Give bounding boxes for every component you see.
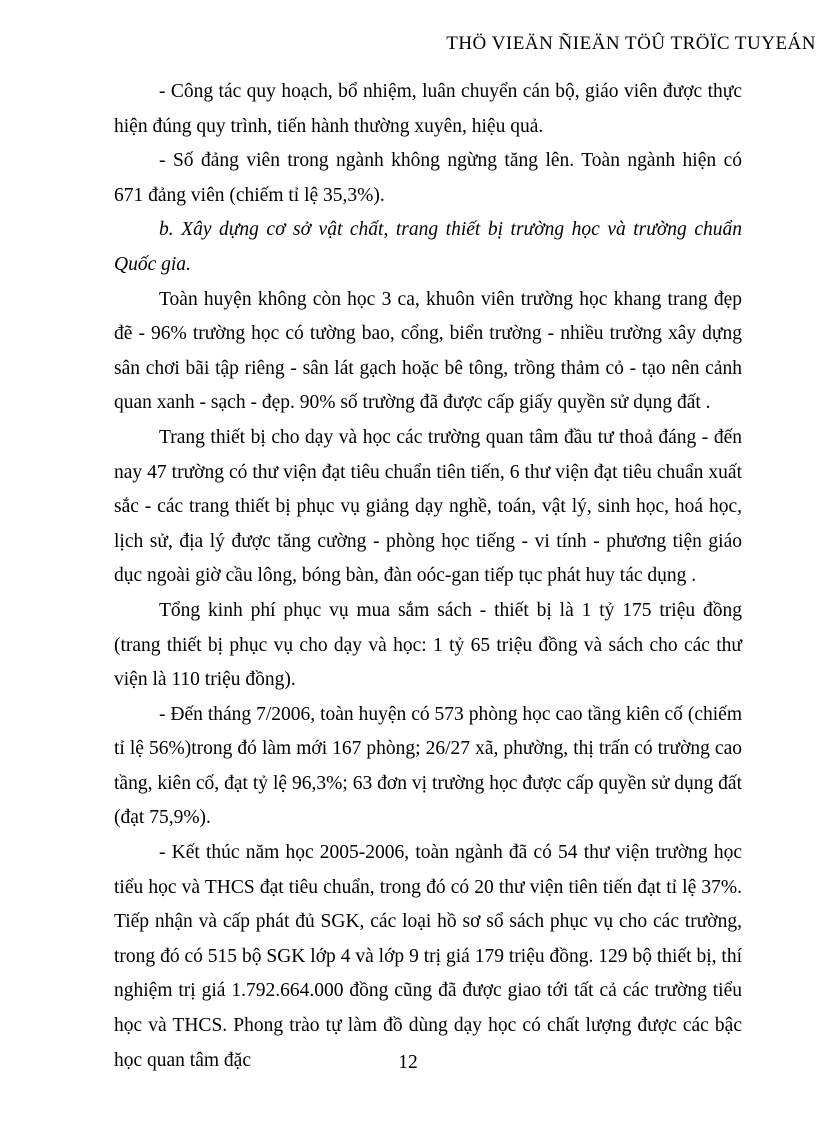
paragraph-party-members: - Số đảng viên trong ngành không ngừng tăng lên. Toàn ngành hiện có 671 đảng viên (chiếm tỉ lệ 35,3%).	[114, 150, 742, 206]
section-heading-facilities: b. Xây dựng cơ sở vật chất, trang thiết bị trường học và trường chuẩn Quốc gia.	[114, 219, 742, 275]
paragraph-classrooms: - Đến tháng 7/2006, toàn huyện có 573 phòng học cao tầng kiên cố (chiếm tỉ lệ 56%)trong đó làm mới 167 phòng; 26/27 xã, phường, thị trấn có trường cao tầng, kiên cố, đạt tỷ lệ 96,3%; 63 đơn vị trường học được cấp quyền sử dụng đất (đạt 75,9%).	[114, 703, 742, 829]
page-header: THÖ VIEÄN ÑIEÄN TÖÛ TRÖÏC TUYEÁN	[446, 33, 816, 54]
document-body	[114, 75, 742, 1078]
paragraph-funding: Tổng kinh phí phục vụ mua sắm sách - thiết bị là 1 tỷ 175 triệu đồng (trang thiết bị phục vụ cho dạy và học: 1 tỷ 65 triệu đồng và sách cho các thư viện là 110 triệu đồng).	[114, 599, 742, 691]
page-number: 12	[398, 1052, 418, 1073]
paragraph-libraries: - Kết thúc năm học 2005-2006, toàn ngành đã có 54 thư viện trường học tiểu học và THCS đạt tiêu chuẩn, trong đó có 20 thư viện tiên tiến đạt tỉ lệ 37%. Tiếp nhận và cấp phát đủ SGK, các loại hồ sơ sổ sách phục vụ cho các trường, trong đó có 515 bộ SGK lớp 4 và lớp 9 trị giá 179 triệu đồng. 129 bộ thiết bị, thí nghiệm trị giá 1.792.664.000 đồng cũng đã được giao tới tất cả các trường tiểu học và THCS. Phong trào tự làm đồ dùng dạy học có chất lượng được các bậc học quan tâm đặc	[114, 842, 742, 1071]
paragraph-cadre-planning: - Công tác quy hoạch, bổ nhiệm, luân chuyển cán bộ, giáo viên được thực hiện đúng quy trình, tiến hành thường xuyên, hiệu quả.	[114, 81, 742, 137]
paragraph-equipment: Trang thiết bị cho dạy và học các trường quan tâm đầu tư thoả đáng - đến nay 47 trường có thư viện đạt tiêu chuẩn tiên tiến, 6 thư viện đạt tiêu chuẩn xuất sắc - các trang thiết bị phục vụ giảng dạy nghề, toán, vật lý, sinh học, hoá học, lịch sử, địa lý được tăng cường - phòng học tiếng - vi tính - phương tiện giáo dục ngoài giờ cầu lông, bóng bàn, đàn oóc-gan tiếp tục phát huy tác dụng .	[114, 426, 742, 587]
paragraph-campus: Toàn huyện không còn học 3 ca, khuôn viên trường học khang trang đẹp đẽ - 96% trường học có tường bao, cổng, biển trường - nhiều trường xây dựng sân chơi bãi tập riêng - sân lát gạch hoặc bê tông, trồng thảm cỏ - tạo nên cảnh quan xanh - sạch - đẹp. 90% số trường đã được cấp giấy quyền sử dụng đất .	[114, 288, 742, 414]
